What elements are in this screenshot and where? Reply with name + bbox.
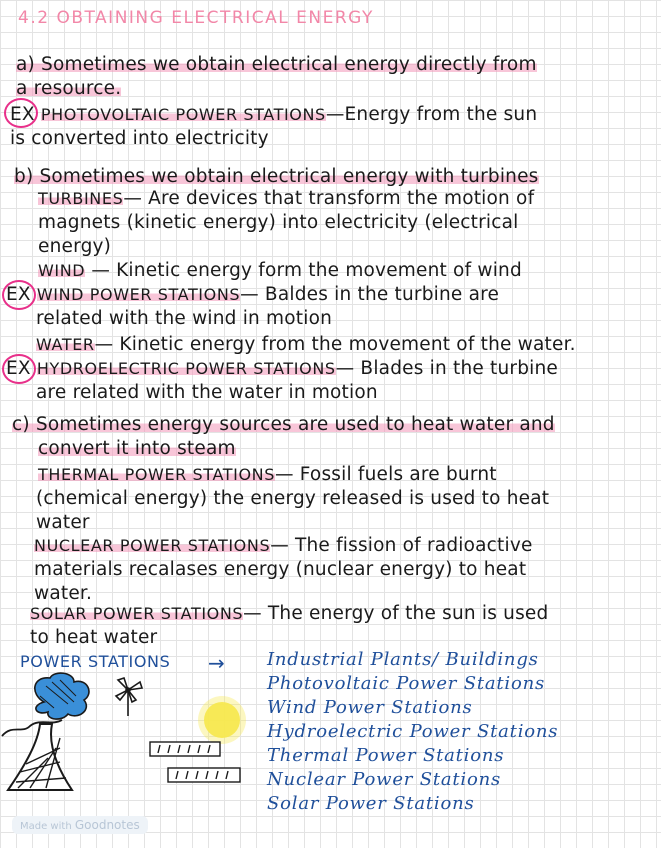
power-stations-list: [267, 648, 558, 816]
list-item: Solar Power Stations: [267, 793, 475, 814]
power-stations-doodles: [0, 672, 260, 817]
photovoltaic-def: is converted into electricity: [10, 128, 269, 149]
cooling-tower-icon: [2, 720, 72, 790]
hydro-line: EX HYDROELECTRIC POWER STATIONS— Blades in the turbine: [6, 358, 559, 379]
turbines-term: TURBINES: [38, 189, 124, 208]
wind-ps-term: WIND POWER STATIONS: [36, 285, 241, 304]
goodnotes-logo: Goodnotes: [74, 818, 140, 832]
wind-ps-def: related with the wind in motion: [36, 308, 333, 329]
turbines-line-3: energy): [38, 236, 112, 257]
list-item: Wind Power Stations: [267, 697, 473, 718]
made-with-badge: Made with Goodnotes: [12, 816, 148, 834]
list-item: Nuclear Power Stations: [267, 769, 502, 790]
nuclear-term: NUCLEAR POWER STATIONS: [34, 536, 271, 555]
arrow-icon: →: [208, 651, 225, 675]
windmill-icon: [116, 678, 142, 716]
list-item: Thermal Power Stations: [267, 745, 505, 766]
section-b-line-1: b) Sometimes we obtain electrical energy with turbines: [14, 166, 539, 187]
photovoltaic-term: PHOTOVOLTAIC POWER STATIONS: [40, 105, 326, 124]
hydro-term: HYDROELECTRIC POWER STATIONS: [36, 359, 336, 378]
solar-def: to heat water: [30, 627, 158, 648]
list-item: Photovoltaic Power Stations: [267, 673, 546, 694]
solar-panel-icon: [150, 742, 240, 782]
sun-icon: [198, 696, 246, 744]
thermal-term: THERMAL POWER STATIONS: [38, 465, 275, 484]
section-c-line-2: convert it into steam: [38, 438, 236, 459]
section-a-line-1: a) Sometimes we obtain electrical energy directly from: [16, 54, 537, 75]
turbines-line-2: magnets (kinetic energy) into electricity (electrical: [38, 212, 519, 233]
section-c-line-1: c) Sometimes energy sources are used to heat water and: [12, 414, 555, 435]
nuclear-def-3: water.: [34, 583, 93, 604]
ex-label: EX: [6, 358, 31, 379]
page-title: 4.2 OBTAINING ELECTRICAL ENERGY: [18, 8, 374, 28]
turbines-line-1: TURBINES— Are devices that transform the motion of: [38, 188, 535, 209]
ex-label: EX: [10, 104, 35, 125]
thermal-def-2: (chemical energy) the energy released is used to heat: [36, 488, 550, 509]
solar-line: SOLAR POWER STATIONS— The energy of the sun is used: [30, 603, 549, 624]
list-item: Industrial Plants/ Buildings: [267, 649, 539, 670]
nuclear-def-2: materials recalases energy (nuclear energy) to heat: [34, 559, 527, 580]
smoke-cloud-icon: [35, 673, 89, 719]
thermal-line: THERMAL POWER STATIONS— Fossil fuels are burnt: [38, 464, 497, 485]
power-stations-label: POWER STATIONS: [20, 652, 171, 671]
water-term: WATER: [36, 335, 95, 354]
wind-term: WIND: [38, 261, 86, 280]
ex-label: EX: [6, 284, 31, 305]
section-a-line-2: a resource.: [16, 78, 122, 99]
wind-ps-line: EX WIND POWER STATIONS— Baldes in the turbine are: [6, 284, 500, 305]
photovoltaic-line: EX PHOTOVOLTAIC POWER STATIONS—Energy from the sun: [10, 104, 538, 125]
solar-term: SOLAR POWER STATIONS: [30, 604, 244, 623]
list-item: Hydroelectric Power Stations: [267, 721, 559, 742]
nuclear-line: NUCLEAR POWER STATIONS— The fission of radioactive: [34, 535, 533, 556]
hydro-def: are related with the water in motion: [36, 382, 378, 403]
thermal-def-3: water: [36, 512, 90, 533]
wind-line: WIND — Kinetic energy form the movement of wind: [38, 260, 522, 281]
water-line: WATER— Kinetic energy from the movement of the water.: [36, 334, 576, 355]
